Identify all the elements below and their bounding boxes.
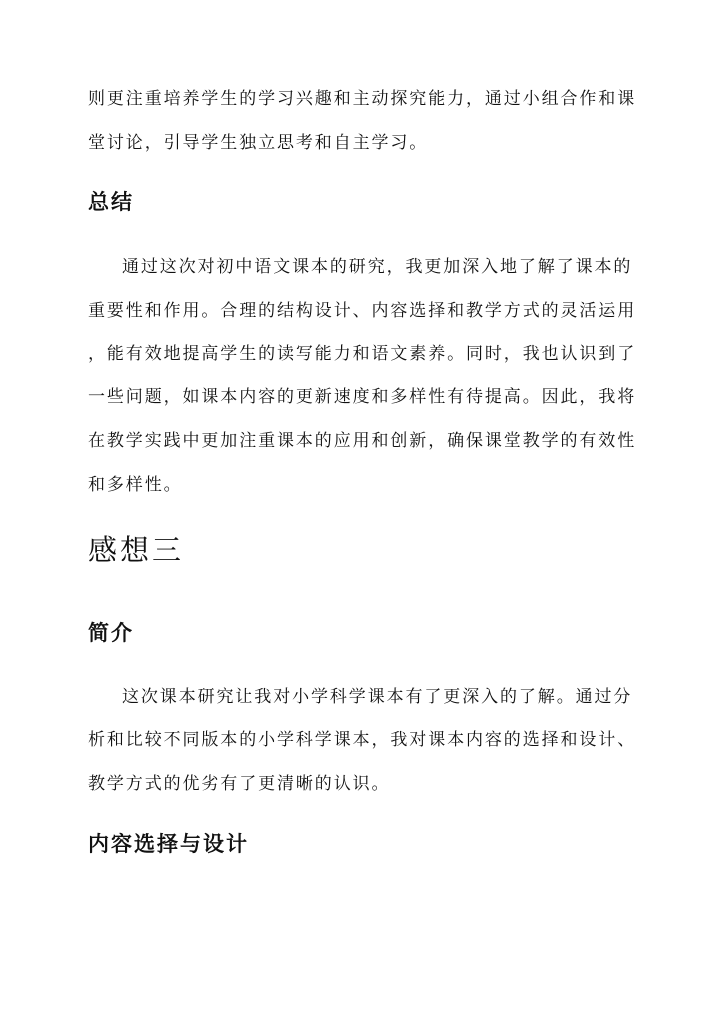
summary-heading: 总结 [88, 189, 134, 214]
summary-paragraph-line: 在教学实践中更加注重课本的应用和创新，确保课堂教学的有效性 [88, 431, 637, 451]
intro-paragraph-line: 这次课本研究让我对小学科学课本有了更深入的了解。通过分 [122, 687, 633, 707]
summary-paragraph-line: 和多样性。 [88, 475, 183, 495]
summary-paragraph-line: 一些问题，如课本内容的更新速度和多样性有待提高。因此，我将 [88, 387, 637, 407]
intro-paragraph-line: 教学方式的优劣有了更清晰的认识。 [88, 774, 391, 794]
intro-paragraph-line: 析和比较不同版本的小学科学课本，我对课本内容的选择和设计、 [88, 730, 637, 750]
summary-paragraph-line: 通过这次对初中语文课本的研究，我更加深入地了解了课本的 [122, 257, 633, 277]
summary-paragraph-line: 重要性和作用。合理的结构设计、内容选择和教学方式的灵活运用 [88, 301, 637, 321]
intro-heading: 简介 [88, 620, 134, 645]
summary-paragraph-line: ，能有效地提高学生的读写能力和语文素养。同时，我也认识到了 [88, 344, 637, 364]
paragraph-line: 则更注重培养学生的学习兴趣和主动探究能力，通过小组合作和课 [88, 89, 637, 109]
section-title: 感想三 [88, 533, 185, 567]
paragraph-line: 堂讨论，引导学生独立思考和自主学习。 [88, 133, 429, 153]
content-heading: 内容选择与设计 [88, 831, 249, 856]
